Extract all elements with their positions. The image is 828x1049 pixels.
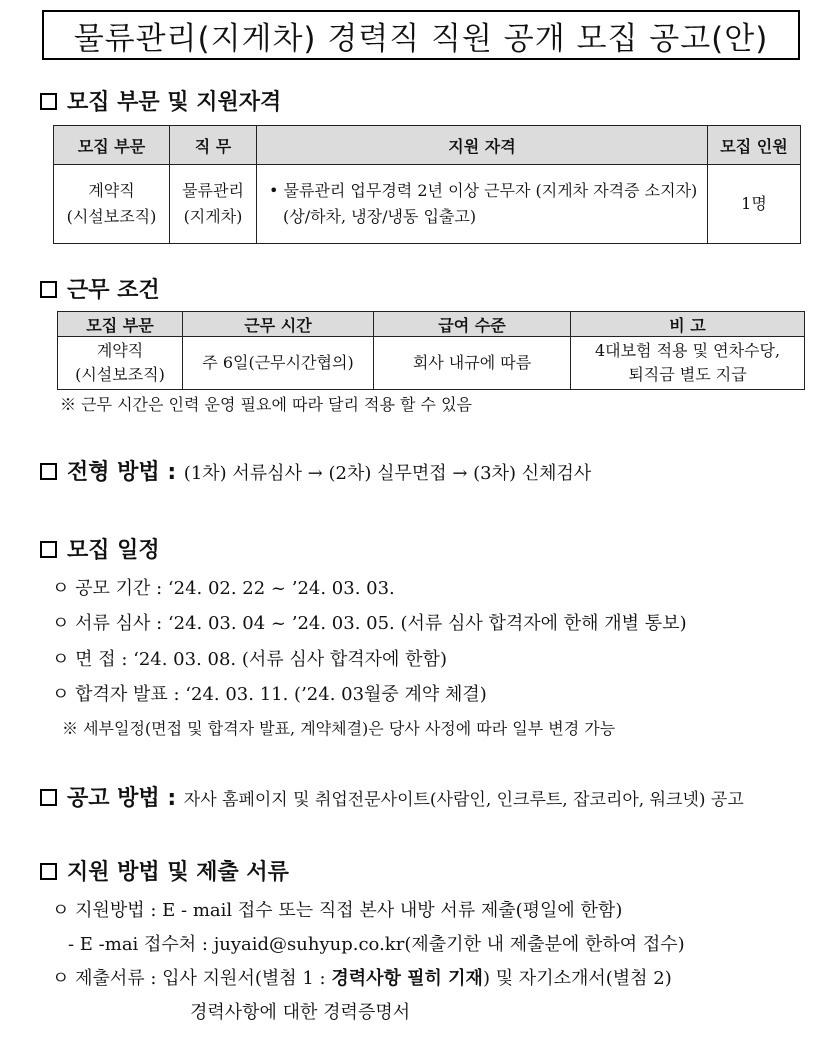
table-header: 근무 시간 [183,312,374,337]
qual-line: (상/하차, 냉장/냉동 입출고) [283,207,477,226]
work-hours-note: ※ 근무 시간은 인력 운영 필요에 따라 달리 적용 할 수 있음 [60,395,472,414]
table-cell [54,165,170,244]
dept-line: 계약직 [88,181,135,200]
section-heading-selection [40,455,591,486]
table-cell: 회사 내규에 따름 [374,337,571,390]
section-heading-schedule [40,533,160,564]
job-line: 물류관리 [182,181,244,200]
documents-line-2: 경력사항에 대한 경력증명서 [190,1002,411,1023]
table-header: 지원 자격 [257,126,708,165]
checkbox-square-icon [40,863,57,880]
checkbox-square-icon [40,463,57,480]
selection-steps: (1차) 서류심사 → (2차) 실무면접 → (3차) 신체검사 [183,463,592,484]
section-heading-recruit [40,85,281,116]
table-row [54,165,801,244]
qual-line: • 물류관리 업무경력 2년 이상 근무자 (지게차 자격증 소지자) [269,181,698,200]
documents-text: ㅇ 제출서류 : 입사 지원서(별첨 1 : [52,968,332,989]
table-header: 직 무 [170,126,257,165]
apply-method: ㅇ 지원방법 : E - mail 접수 또는 직접 본사 내방 서류 제출(평일에 한함) [52,900,623,921]
documents-emphasis: 경력사항 필히 기재 [331,968,483,989]
table-header: 모집 부문 [54,126,170,165]
remark-line: 4대보험 적용 및 연차수당, [594,341,781,360]
table-cell: 1명 [708,165,801,244]
table-cell [257,165,708,244]
section-heading-text: 근무 조건 [67,278,160,303]
table-header: 비 고 [571,312,805,337]
schedule-item: ㅇ 면 접 : ‘24. 03. 08. (서류 심사 합격자에 한함) [52,649,447,670]
page-title: 물류관리(지게차) 경력직 직원 공개 모집 공고(안) [42,10,800,60]
job-line: (지게차) [183,207,243,226]
table-cell: 주 6일(근무시간협의) [183,337,374,390]
section-heading-text: 지원 방법 및 제출 서류 [67,860,289,885]
section-heading-conditions [40,273,160,304]
section-heading-text: 모집 일정 [67,538,160,563]
table-header: 급여 수준 [374,312,571,337]
schedule-item: ㅇ 합격자 발표 : ‘24. 03. 11. (’24. 03월중 계약 체결) [52,684,487,705]
table-cell [571,337,805,390]
table-header: 모집 인원 [708,126,801,165]
dept-line: (시설보조직) [66,207,157,226]
documents-text: ) 및 자기소개서(별첨 2) [482,968,672,989]
schedule-item: ㅇ 공모 기간 : ‘24. 02. 22 ~ ’24. 03. 03. [52,578,395,599]
recruit-table [53,125,801,244]
section-heading-announce [40,781,744,812]
table-header-row [58,312,805,337]
dept-line: 계약직 [96,341,144,360]
announce-text: 자사 홈페이지 및 취업전문사이트(사람인, 인크루트, 잡코리아, 워크넷) 공고 [183,790,744,810]
email-contact: - E -mai 접수처 : juyaid@suhyup.co.kr(제출기한 내 제출분에 한하여 접수) [68,934,685,955]
table-header-row [54,126,801,165]
section-heading-apply [40,855,289,886]
conditions-table [57,311,805,390]
schedule-item: ㅇ 서류 심사 : ‘24. 03. 04 ~ ’24. 03. 05. (서류 심사 합격자에 한해 개별 통보) [52,613,687,634]
table-row [58,337,805,390]
documents-line [52,964,672,990]
section-heading-text: 전형 방법 : [67,460,177,485]
remark-line: 퇴직금 별도 지급 [628,365,747,384]
table-header: 모집 부문 [58,312,183,337]
schedule-note: ※ 세부일정(면접 및 합격자 발표, 계약체결)은 당사 사정에 따라 일부 변경 가능 [62,719,616,738]
section-heading-text: 공고 방법 : [67,786,177,811]
checkbox-square-icon [40,93,57,110]
section-heading-text: 모집 부문 및 지원자격 [67,90,282,115]
checkbox-square-icon [40,789,57,806]
checkbox-square-icon [40,281,57,298]
table-cell [170,165,257,244]
dept-line: (시설보조직) [75,365,165,384]
checkbox-square-icon [40,541,57,558]
table-cell [58,337,183,390]
